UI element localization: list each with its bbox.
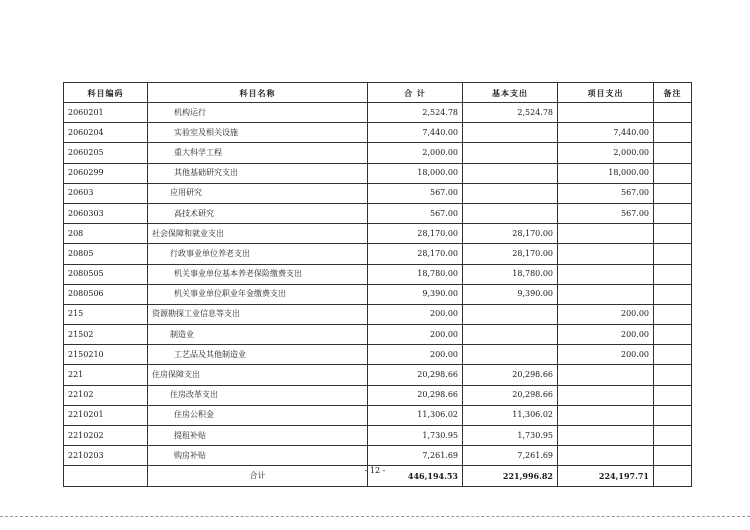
cell-code: 2080505 — [64, 264, 148, 284]
cell-code: 21502 — [64, 325, 148, 345]
cell-basic — [463, 123, 558, 143]
cell-basic: 2,524.78 — [463, 103, 558, 123]
cell-name: 应用研究 — [148, 183, 368, 203]
cell-total: 28,170.00 — [368, 224, 463, 244]
table-row — [64, 143, 692, 163]
cell-name: 机关事业单位职业年金缴费支出 — [148, 284, 368, 304]
cell-name: 重大科学工程 — [148, 143, 368, 163]
cell-total: 28,170.00 — [368, 244, 463, 264]
cell-note — [654, 123, 692, 143]
cell-basic — [463, 163, 558, 183]
cell-code: 2210203 — [64, 446, 148, 466]
table-row — [64, 163, 692, 183]
cell-code: 2150210 — [64, 345, 148, 365]
cell-name: 制造业 — [148, 325, 368, 345]
table-row — [64, 405, 692, 425]
cell-basic: 28,170.00 — [463, 244, 558, 264]
cell-name: 住房改革支出 — [148, 385, 368, 405]
table-row — [64, 203, 692, 223]
cell-note — [654, 304, 692, 324]
cell-project — [558, 224, 654, 244]
cell-note — [654, 203, 692, 223]
cell-code: 2060201 — [64, 103, 148, 123]
cell-name: 机关事业单位基本养老保险缴费支出 — [148, 264, 368, 284]
cell-total: 567.00 — [368, 183, 463, 203]
cell-total: 200.00 — [368, 304, 463, 324]
cell-total: 7,440.00 — [368, 123, 463, 143]
page-number: - 12 - — [364, 466, 386, 475]
cell-project: 567.00 — [558, 183, 654, 203]
header-code: 科目编码 — [64, 83, 148, 103]
total-sum: 446,194.53 — [368, 466, 463, 486]
cell-project — [558, 426, 654, 446]
cell-basic: 7,261.69 — [463, 446, 558, 466]
cell-note — [654, 385, 692, 405]
header-basic: 基本支出 — [463, 83, 558, 103]
cell-code: 2060205 — [64, 143, 148, 163]
cell-total: 9,390.00 — [368, 284, 463, 304]
table-row — [64, 244, 692, 264]
cell-note — [654, 163, 692, 183]
cell-code: 2210202 — [64, 426, 148, 446]
header-total: 合 计 — [368, 83, 463, 103]
table-row — [64, 325, 692, 345]
cell-name: 购房补贴 — [148, 446, 368, 466]
table-body — [64, 103, 692, 487]
cell-name: 机构运行 — [148, 103, 368, 123]
cell-total: 200.00 — [368, 325, 463, 345]
cell-total: 18,000.00 — [368, 163, 463, 183]
cell-total: 18,780.00 — [368, 264, 463, 284]
cell-basic: 18,780.00 — [463, 264, 558, 284]
cell-note — [654, 143, 692, 163]
cell-note — [654, 325, 692, 345]
cell-total: 1,730.95 — [368, 426, 463, 446]
table-row — [64, 284, 692, 304]
cell-basic: 20,298.66 — [463, 365, 558, 385]
total-basic: 221,996.82 — [463, 466, 558, 486]
cell-total: 200.00 — [368, 345, 463, 365]
cell-basic — [463, 325, 558, 345]
cell-note — [654, 345, 692, 365]
cell-note — [654, 183, 692, 203]
cell-basic: 1,730.95 — [463, 426, 558, 446]
cell-name: 提租补贴 — [148, 426, 368, 446]
cell-note — [654, 244, 692, 264]
cell-code: 2080506 — [64, 284, 148, 304]
cell-project: 7,440.00 — [558, 123, 654, 143]
cell-code: 208 — [64, 224, 148, 244]
cell-basic: 28,170.00 — [463, 224, 558, 244]
cell-name: 社会保障和就业支出 — [148, 224, 368, 244]
cell-project — [558, 284, 654, 304]
total-label: 合计 — [148, 466, 368, 486]
cell-basic: 11,306.02 — [463, 405, 558, 425]
table-row — [64, 365, 692, 385]
cell-basic — [463, 183, 558, 203]
cell-project — [558, 244, 654, 264]
budget-table — [63, 82, 692, 487]
cell-total: 567.00 — [368, 203, 463, 223]
cell-note — [654, 224, 692, 244]
cell-project: 200.00 — [558, 345, 654, 365]
cell-total: 20,298.66 — [368, 365, 463, 385]
cell-note — [654, 365, 692, 385]
cell-code: 22102 — [64, 385, 148, 405]
bottom-divider — [0, 516, 750, 517]
cell-project — [558, 446, 654, 466]
cell-code: 221 — [64, 365, 148, 385]
cell-project — [558, 365, 654, 385]
table-header-row — [64, 83, 692, 103]
cell-total: 20,298.66 — [368, 385, 463, 405]
cell-note — [654, 264, 692, 284]
header-project: 项目支出 — [558, 83, 654, 103]
table-row — [64, 345, 692, 365]
cell-code: 2060299 — [64, 163, 148, 183]
cell-project: 18,000.00 — [558, 163, 654, 183]
cell-project: 567.00 — [558, 203, 654, 223]
cell-project: 2,000.00 — [558, 143, 654, 163]
cell-basic — [463, 304, 558, 324]
cell-total: 2,524.78 — [368, 103, 463, 123]
cell-project — [558, 385, 654, 405]
table-row — [64, 385, 692, 405]
cell-project — [558, 103, 654, 123]
cell-name: 住房公积金 — [148, 405, 368, 425]
cell-code: 2060204 — [64, 123, 148, 143]
cell-total: 7,261.69 — [368, 446, 463, 466]
table-row — [64, 183, 692, 203]
cell-name: 行政事业单位养老支出 — [148, 244, 368, 264]
cell-code: 2060303 — [64, 203, 148, 223]
cell-note — [654, 284, 692, 304]
header-name: 科目名称 — [148, 83, 368, 103]
cell-project — [558, 405, 654, 425]
cell-note — [654, 446, 692, 466]
cell-basic — [463, 345, 558, 365]
cell-basic: 20,298.66 — [463, 385, 558, 405]
cell-total: 11,306.02 — [368, 405, 463, 425]
table-row — [64, 224, 692, 244]
cell-basic — [463, 203, 558, 223]
cell-code: 215 — [64, 304, 148, 324]
cell-name: 住房保障支出 — [148, 365, 368, 385]
table-row — [64, 304, 692, 324]
cell-note — [654, 103, 692, 123]
cell-note — [654, 405, 692, 425]
table-row — [64, 446, 692, 466]
cell-basic — [463, 143, 558, 163]
cell-name: 实验室及相关设施 — [148, 123, 368, 143]
cell-basic: 9,390.00 — [463, 284, 558, 304]
table-row — [64, 103, 692, 123]
cell-project — [558, 264, 654, 284]
cell-code: 2210201 — [64, 405, 148, 425]
total-project: 224,197.71 — [558, 466, 654, 486]
table-row — [64, 123, 692, 143]
cell-name: 其他基础研究支出 — [148, 163, 368, 183]
cell-note — [654, 426, 692, 446]
cell-code: 20805 — [64, 244, 148, 264]
cell-name: 高技术研究 — [148, 203, 368, 223]
cell-project: 200.00 — [558, 325, 654, 345]
table-row — [64, 426, 692, 446]
cell-name: 资源勘探工业信息等支出 — [148, 304, 368, 324]
cell-name: 工艺品及其他制造业 — [148, 345, 368, 365]
cell-code: 20603 — [64, 183, 148, 203]
table-row — [64, 264, 692, 284]
cell-total: 2,000.00 — [368, 143, 463, 163]
cell-project: 200.00 — [558, 304, 654, 324]
header-note: 备注 — [654, 83, 692, 103]
